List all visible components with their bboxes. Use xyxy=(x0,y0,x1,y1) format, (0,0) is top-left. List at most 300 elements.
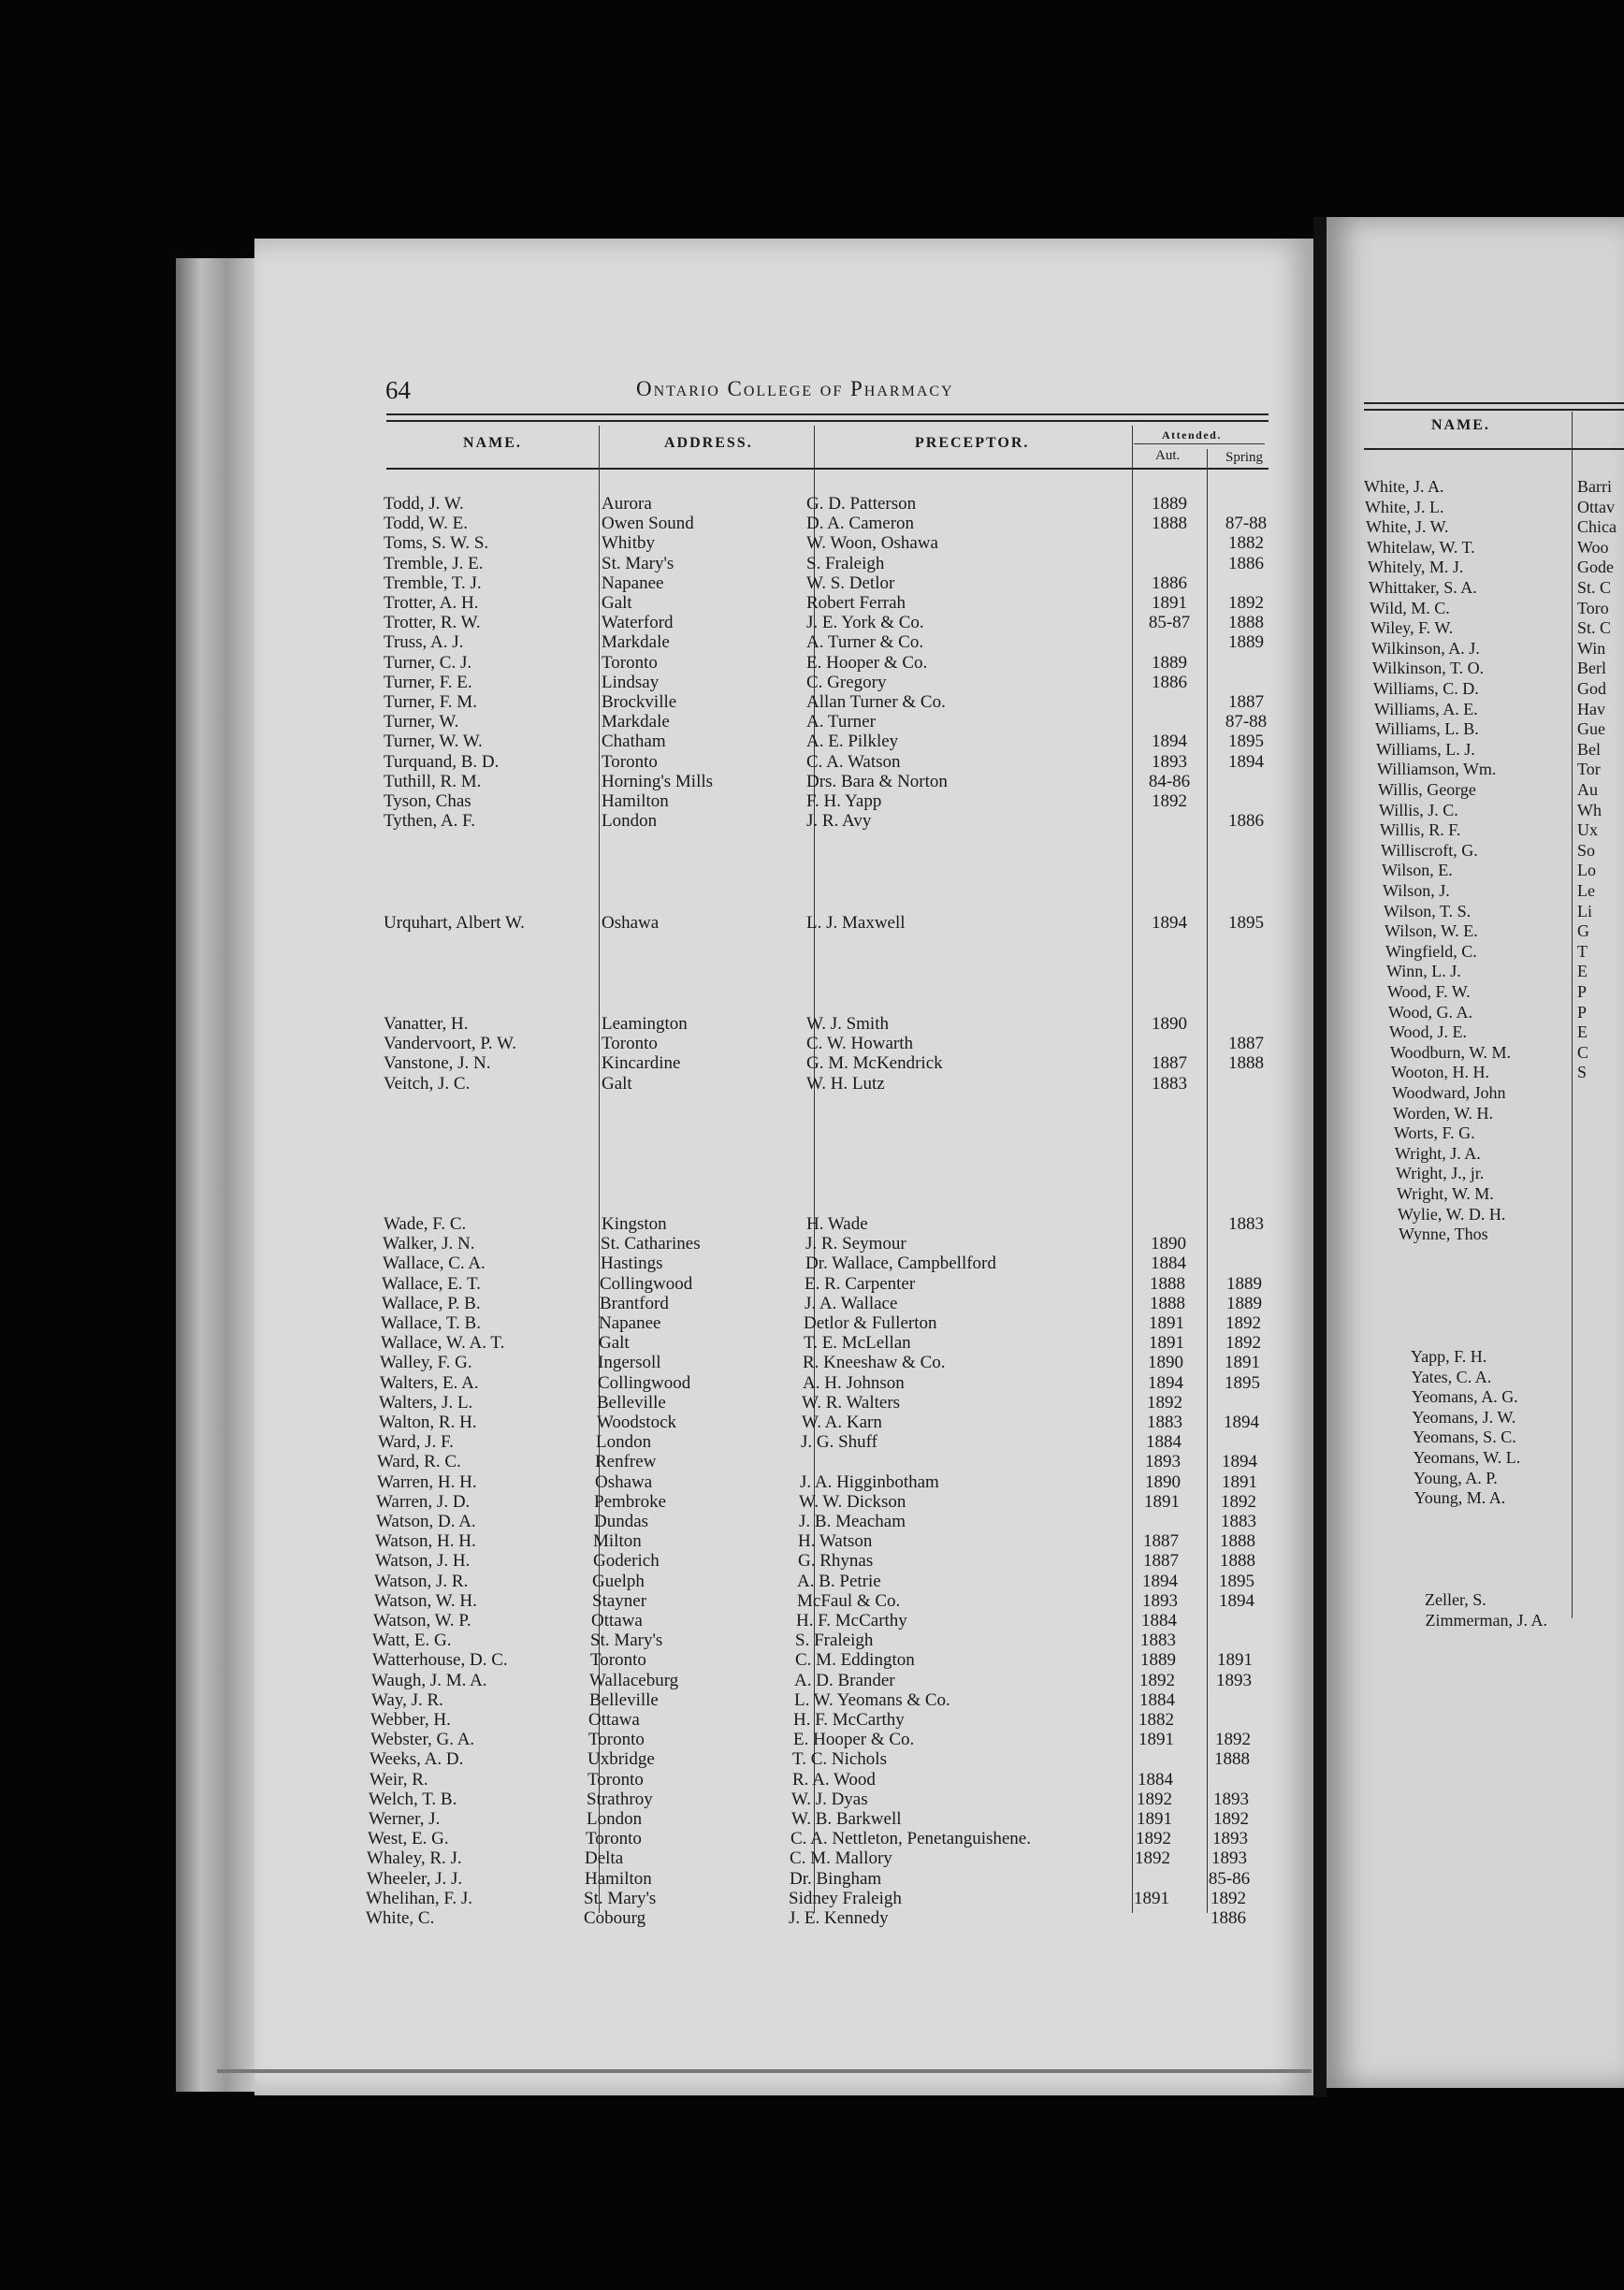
cell-preceptor: L. J. Maxwell xyxy=(806,913,906,933)
cell-aut: 1887 xyxy=(1152,1053,1187,1074)
facing-cell-name: Zimmerman, J. A. xyxy=(1425,1610,1547,1630)
cell-preceptor: W. Woon, Oshawa xyxy=(806,533,938,554)
facing-cell-name: Zeller, S. xyxy=(1425,1590,1486,1609)
cell-spring: 1894 xyxy=(1219,1590,1254,1611)
cell-aut: 1884 xyxy=(1151,1254,1186,1274)
cell-name: Vanstone, J. N. xyxy=(384,1053,491,1074)
cell-address: Dundas xyxy=(594,1512,649,1531)
cell-name: Webber, H. xyxy=(370,1710,451,1730)
cell-address: Leamington xyxy=(602,1014,688,1034)
cell-preceptor: J. R. Seymour xyxy=(805,1234,906,1254)
facing-cell-address: Gode xyxy=(1577,558,1614,577)
cell-address: London xyxy=(602,811,658,832)
cell-preceptor: E. Hooper & Co. xyxy=(793,1730,915,1750)
cell-address: St. Mary's xyxy=(602,553,674,573)
facing-cell-name: White, J. A. xyxy=(1364,477,1444,496)
facing-cell-name: Woodward, John xyxy=(1392,1083,1506,1102)
cell-name: Vanatter, H. xyxy=(384,1014,469,1034)
cell-name: Wallace, C. A. xyxy=(383,1254,486,1274)
cell-preceptor: S. Fraleigh xyxy=(795,1631,874,1651)
cell-aut: 1891 xyxy=(1137,1809,1172,1829)
cell-address: Chatham xyxy=(602,732,666,752)
cell-spring: 1891 xyxy=(1225,1353,1260,1373)
cell-spring: 87-88 xyxy=(1225,712,1268,732)
cell-spring: 1888 xyxy=(1214,1749,1250,1770)
cell-address: Toronto xyxy=(587,1769,644,1790)
cell-aut: 1890 xyxy=(1152,1014,1187,1034)
cell-address: Delta xyxy=(585,1848,624,1869)
cell-address: St. Mary's xyxy=(584,1888,657,1908)
cell-name: Todd, J. W. xyxy=(384,494,464,514)
cell-aut: 1893 xyxy=(1145,1452,1181,1472)
facing-cell-address: Tor xyxy=(1577,760,1601,779)
cell-name: Tythen, A. F. xyxy=(384,811,475,832)
cell-name: Trotter, R. W. xyxy=(384,613,481,633)
cell-aut: 1886 xyxy=(1152,572,1187,593)
facing-column-header-name: NAME. xyxy=(1431,417,1490,433)
cell-aut: 1891 xyxy=(1144,1491,1180,1512)
cell-spring: 1889 xyxy=(1226,1293,1262,1313)
cell-name: Way, J. R. xyxy=(371,1689,443,1710)
cell-address: Aurora xyxy=(602,494,652,514)
cell-name: Watson, W. P. xyxy=(373,1611,471,1631)
facing-cell-name: Winn, L. J. xyxy=(1386,962,1461,981)
column-divider-aut-spring xyxy=(1207,449,1208,1913)
cell-preceptor: A. E. Pilkley xyxy=(806,732,899,752)
cell-name: Toms, S. W. S. xyxy=(384,533,489,554)
cell-address: Pembroke xyxy=(594,1491,667,1512)
cell-address: Woodstock xyxy=(597,1413,677,1432)
facing-cell-address: St. C xyxy=(1577,618,1612,638)
facing-cell-address: Gue xyxy=(1577,719,1605,739)
cell-aut: 1884 xyxy=(1146,1432,1182,1453)
cell-address: Kingston xyxy=(602,1214,667,1234)
facing-cell-name: Williscroft, G. xyxy=(1381,840,1478,860)
cell-aut: 1887 xyxy=(1143,1551,1179,1572)
cell-preceptor: W. J. Smith xyxy=(806,1014,889,1034)
facing-cell-name: Whitely, M. J. xyxy=(1368,558,1464,577)
cell-aut: 85-87 xyxy=(1148,613,1191,633)
facing-cell-address: Chica xyxy=(1577,517,1617,537)
cell-aut: 84-86 xyxy=(1148,771,1191,791)
cell-name: Walley, F. G. xyxy=(380,1353,472,1373)
page-number: 64 xyxy=(385,376,411,404)
cell-name: Watson, D. A. xyxy=(376,1512,476,1531)
cell-name: Tuthill, R. M. xyxy=(384,771,482,791)
facing-cell-name: Wiley, F. W. xyxy=(1370,618,1454,638)
facing-cell-name: Wood, F. W. xyxy=(1387,982,1471,1001)
cell-name: Werner, J. xyxy=(369,1809,441,1829)
cell-spring: 1892 xyxy=(1221,1491,1256,1512)
cell-spring: 85-86 xyxy=(1208,1868,1251,1889)
cell-spring: 1895 xyxy=(1225,1372,1260,1393)
facing-cell-address: Li xyxy=(1577,901,1592,920)
cell-aut: 1882 xyxy=(1138,1710,1174,1730)
cell-preceptor: G. D. Patterson xyxy=(806,494,917,514)
facing-cell-address: Lo xyxy=(1577,861,1596,880)
facing-cell-address: Ux xyxy=(1577,820,1598,840)
header-rule xyxy=(386,413,1269,415)
facing-cell-address: C xyxy=(1577,1042,1589,1062)
book-gutter xyxy=(1313,217,1327,2097)
cell-aut: 1894 xyxy=(1152,732,1187,752)
cell-name: Wallace, P. B. xyxy=(382,1293,481,1313)
cell-aut: 1884 xyxy=(1141,1611,1177,1631)
cell-spring: 1887 xyxy=(1228,1034,1264,1054)
cell-name: Wallace, W. A. T. xyxy=(381,1333,505,1354)
cell-preceptor: W. S. Detlor xyxy=(806,572,895,593)
cell-aut: 1891 xyxy=(1138,1730,1174,1750)
column-header-name: NAME. xyxy=(463,435,522,451)
cell-address: Wallaceburg xyxy=(589,1670,679,1690)
cell-aut: 1888 xyxy=(1150,1293,1185,1313)
cell-name: Walker, J. N. xyxy=(383,1234,475,1254)
facing-cell-name: Yeomans, A. G. xyxy=(1412,1387,1518,1407)
facing-cell-address: Wh xyxy=(1577,800,1602,819)
cell-address: Galt xyxy=(599,1333,630,1354)
cell-preceptor: C. Gregory xyxy=(806,672,887,692)
cell-spring: 1892 xyxy=(1228,593,1264,613)
book-page-edges xyxy=(176,258,260,2092)
cell-name: Turner, W. xyxy=(384,712,459,732)
facing-cell-name: Yeomans, W. L. xyxy=(1413,1448,1521,1467)
cell-address: Waterford xyxy=(602,613,674,633)
facing-cell-name: Willis, R. F. xyxy=(1380,820,1461,840)
cell-spring: 1895 xyxy=(1228,913,1264,933)
facing-cell-address: G xyxy=(1577,921,1589,941)
cell-aut: 1883 xyxy=(1140,1631,1176,1651)
facing-cell-name: Wood, J. E. xyxy=(1389,1022,1468,1042)
facing-cell-address: Toro xyxy=(1577,598,1609,617)
header-rule-double xyxy=(386,420,1269,422)
facing-cell-name: Willis, George xyxy=(1378,780,1476,799)
cell-address: Milton xyxy=(593,1531,642,1552)
cell-preceptor: R. Kneeshaw & Co. xyxy=(803,1353,946,1373)
cell-aut: 1887 xyxy=(1143,1531,1179,1552)
cell-address: Goderich xyxy=(593,1551,660,1572)
cell-address: Ottawa xyxy=(591,1611,643,1631)
cell-aut: 1886 xyxy=(1152,672,1187,692)
facing-cell-name: Williams, L. B. xyxy=(1375,719,1479,739)
cell-address: St. Mary's xyxy=(590,1631,663,1651)
cell-aut: 1892 xyxy=(1152,791,1187,811)
cell-spring: 1883 xyxy=(1221,1512,1256,1531)
cell-preceptor: L. W. Yeomans & Co. xyxy=(794,1689,950,1710)
cell-aut: 1891 xyxy=(1134,1888,1169,1908)
cell-address: Renfrew xyxy=(595,1452,657,1472)
cell-address: Oshawa xyxy=(602,913,660,933)
cell-name: Walton, R. H. xyxy=(379,1413,477,1432)
cell-name: Turner, C. J. xyxy=(384,652,472,673)
facing-cell-name: Worts, F. G. xyxy=(1394,1123,1475,1143)
cell-preceptor: S. Fraleigh xyxy=(806,553,885,573)
facing-cell-address: S xyxy=(1577,1063,1588,1082)
cell-name: Tremble, T. J. xyxy=(384,572,482,593)
cell-aut: 1894 xyxy=(1142,1571,1178,1591)
cell-preceptor: C. M. Mallory xyxy=(790,1848,892,1869)
facing-cell-address: St. C xyxy=(1577,578,1612,597)
cell-preceptor: Dr. Bingham xyxy=(790,1868,882,1889)
cell-spring: 1889 xyxy=(1228,632,1264,653)
cell-name: Webster, G. A. xyxy=(370,1730,475,1750)
facing-cell-name: Whitelaw, W. T. xyxy=(1367,537,1475,557)
cell-address: Toronto xyxy=(602,652,658,673)
cell-preceptor: Dr. Wallace, Campbellford xyxy=(805,1254,996,1274)
cell-address: Whitby xyxy=(602,533,655,554)
cell-preceptor: G. M. McKendrick xyxy=(806,1053,943,1074)
cell-address: Ottawa xyxy=(588,1710,640,1730)
facing-cell-name: Wilson, T. S. xyxy=(1384,901,1472,920)
cell-aut: 1891 xyxy=(1149,1333,1184,1354)
cell-preceptor: J. R. Avy xyxy=(806,811,872,832)
cell-preceptor: W. A. Karn xyxy=(802,1413,882,1432)
cell-preceptor: A. H. Johnson xyxy=(803,1372,905,1393)
cell-spring: 1886 xyxy=(1228,811,1264,832)
cell-address: Oshawa xyxy=(595,1471,653,1492)
cell-preceptor: Drs. Bara & Norton xyxy=(806,771,948,791)
cell-name: Warren, J. D. xyxy=(376,1491,471,1512)
facing-cell-name: Wild, M. C. xyxy=(1370,598,1450,617)
attended-rule xyxy=(1134,443,1265,444)
facing-cell-name: White, J. L. xyxy=(1365,497,1444,516)
cell-address: Galt xyxy=(602,593,632,613)
cell-aut: 1889 xyxy=(1152,652,1187,673)
cell-address: Napanee xyxy=(602,572,664,593)
cell-name: Watterhouse, D. C. xyxy=(372,1650,508,1671)
cell-preceptor: Detlor & Fullerton xyxy=(804,1313,937,1333)
cell-name: Tyson, Chas xyxy=(384,791,471,811)
cell-aut: 1892 xyxy=(1137,1789,1172,1809)
cell-address: Lindsay xyxy=(602,672,660,692)
cell-name: Watt, E. G. xyxy=(372,1631,452,1651)
facing-column-header-rule xyxy=(1364,448,1624,450)
cell-address: Collingwood xyxy=(598,1372,691,1393)
facing-cell-name: Wright, J., jr. xyxy=(1396,1164,1485,1183)
cell-preceptor: H. F. McCarthy xyxy=(793,1710,905,1730)
cell-spring: 1895 xyxy=(1228,732,1264,752)
cell-address: Napanee xyxy=(599,1313,661,1333)
cell-spring: 1887 xyxy=(1228,692,1264,712)
facing-cell-name: Yates, C. A. xyxy=(1411,1367,1492,1386)
cell-address: Guelph xyxy=(592,1571,645,1591)
cell-spring: 1894 xyxy=(1228,751,1264,772)
running-head: Ontario College of Pharmacy xyxy=(636,377,954,400)
facing-cell-address: Woo xyxy=(1577,537,1609,557)
cell-spring: 1892 xyxy=(1211,1888,1246,1908)
cell-address: Toronto xyxy=(588,1730,645,1750)
cell-aut: 1891 xyxy=(1149,1313,1184,1333)
cell-spring: 1892 xyxy=(1225,1313,1261,1333)
cell-aut: 1893 xyxy=(1152,751,1187,772)
cell-address: Owen Sound xyxy=(602,514,694,534)
cell-spring: 1886 xyxy=(1211,1908,1246,1928)
cell-preceptor: T. C. Nichols xyxy=(792,1749,887,1770)
cell-name: Urquhart, Albert W. xyxy=(384,913,525,933)
cell-preceptor: McFaul & Co. xyxy=(797,1590,901,1611)
facing-cell-address: P xyxy=(1577,982,1588,1001)
cell-aut: 1890 xyxy=(1151,1234,1186,1254)
facing-cell-name: Williamson, Wm. xyxy=(1377,760,1497,779)
facing-cell-address: Le xyxy=(1577,881,1595,900)
facing-cell-name: Wright, J. A. xyxy=(1395,1143,1481,1163)
facing-cell-address: T xyxy=(1577,941,1588,961)
cell-spring: 1886 xyxy=(1228,553,1264,573)
cell-name: Watson, J. H. xyxy=(375,1551,471,1572)
cell-spring: 1882 xyxy=(1228,533,1264,554)
facing-cell-name: Yeomans, J. W. xyxy=(1412,1407,1516,1427)
cell-spring: 1888 xyxy=(1220,1531,1255,1552)
cell-preceptor: W. B. Barkwell xyxy=(791,1809,902,1829)
cell-preceptor: R. A. Wood xyxy=(792,1769,876,1790)
cell-name: Walters, J. L. xyxy=(379,1392,473,1413)
facing-cell-name: Wright, W. M. xyxy=(1397,1184,1494,1203)
cell-name: Waugh, J. M. A. xyxy=(371,1670,487,1690)
cell-aut: 1892 xyxy=(1136,1829,1171,1849)
cell-preceptor: D. A. Cameron xyxy=(806,514,915,534)
cell-preceptor: A. B. Petrie xyxy=(797,1571,881,1591)
cell-aut: 1883 xyxy=(1147,1413,1182,1432)
cell-address: Brockville xyxy=(602,692,677,712)
cell-spring: 1893 xyxy=(1212,1829,1248,1849)
column-header-attended: Attended. xyxy=(1162,428,1222,442)
facing-cell-name: Wilkinson, A. J. xyxy=(1371,638,1480,658)
facing-cell-name: Williams, L. J. xyxy=(1376,739,1475,759)
cell-aut: 1891 xyxy=(1152,593,1187,613)
cell-address: Toronto xyxy=(586,1829,642,1849)
facing-cell-name: Worden, W. H. xyxy=(1393,1103,1494,1123)
cell-address: Hastings xyxy=(601,1254,663,1274)
cell-name: Warren, H. H. xyxy=(377,1471,477,1492)
cell-address: Toronto xyxy=(602,751,658,772)
cell-name: Turner, F. M. xyxy=(384,692,477,712)
cell-address: Belleville xyxy=(597,1392,666,1413)
cell-preceptor: F. H. Yapp xyxy=(806,791,882,811)
facing-cell-address: Bel xyxy=(1577,739,1601,759)
cell-aut: 1892 xyxy=(1147,1392,1182,1413)
facing-cell-address: Barri xyxy=(1577,477,1612,496)
cell-name: Wallace, T. B. xyxy=(381,1313,481,1333)
cell-spring: 1893 xyxy=(1213,1789,1249,1809)
facing-cell-name: Yeomans, S. C. xyxy=(1413,1428,1516,1447)
cell-name: Turquand, B. D. xyxy=(384,751,500,772)
facing-cell-name: Young, A. P. xyxy=(1414,1468,1498,1487)
cell-address: Collingwood xyxy=(600,1273,693,1294)
cell-aut: 1894 xyxy=(1152,913,1187,933)
cell-spring: 1892 xyxy=(1215,1730,1251,1750)
cell-name: Vandervoort, P. W. xyxy=(384,1034,516,1054)
cell-spring: 1892 xyxy=(1213,1809,1249,1829)
cell-preceptor: C. M. Eddington xyxy=(795,1650,915,1671)
cell-preceptor: J. E. York & Co. xyxy=(806,613,924,633)
facing-cell-name: Young, M. A. xyxy=(1414,1488,1506,1508)
cell-address: Markdale xyxy=(602,632,670,653)
cell-address: Brantford xyxy=(600,1293,669,1313)
facing-cell-address: Ottav xyxy=(1577,497,1615,516)
cell-name: Whelihan, F. J. xyxy=(366,1888,473,1908)
cell-preceptor: H. Watson xyxy=(798,1531,873,1552)
cell-name: Ward, J. F. xyxy=(378,1432,454,1453)
cell-name: Weir, R. xyxy=(370,1769,428,1790)
cell-preceptor: W. J. Dyas xyxy=(791,1789,868,1809)
cell-spring: 1888 xyxy=(1228,613,1264,633)
facing-cell-address: E xyxy=(1577,1022,1588,1042)
cell-name: Weeks, A. D. xyxy=(370,1749,464,1770)
cell-address: Hamilton xyxy=(602,791,669,811)
cell-address: Galt xyxy=(602,1073,632,1094)
cell-name: West, E. G. xyxy=(368,1829,449,1849)
cell-aut: 1890 xyxy=(1145,1471,1181,1492)
cell-address: Markdale xyxy=(602,712,670,732)
facing-cell-name: Wylie, W. D. H. xyxy=(1398,1204,1506,1224)
cell-preceptor: Sidney Fraleigh xyxy=(789,1888,902,1908)
cell-address: Uxbridge xyxy=(587,1749,655,1770)
cell-aut: 1893 xyxy=(1142,1590,1178,1611)
facing-cell-address: Win xyxy=(1577,638,1606,658)
page-bottom-edge xyxy=(217,2069,1312,2073)
facing-cell-name: Wingfield, C. xyxy=(1385,941,1477,961)
cell-aut: 1884 xyxy=(1139,1689,1175,1710)
cell-address: Strathroy xyxy=(587,1789,653,1809)
cell-preceptor: Allan Turner & Co. xyxy=(806,692,946,712)
cell-address: London xyxy=(587,1809,643,1829)
cell-preceptor: H. F. McCarthy xyxy=(796,1611,907,1631)
cell-name: Tremble, J. E. xyxy=(384,553,484,573)
cell-aut: 1883 xyxy=(1152,1073,1187,1094)
cell-preceptor: J. A. Higginbotham xyxy=(800,1471,939,1492)
facing-cell-address: Hav xyxy=(1577,699,1605,718)
cell-preceptor: E. R. Carpenter xyxy=(805,1273,916,1294)
cell-preceptor: G. Rhynas xyxy=(798,1551,874,1572)
cell-preceptor: J. G. Shuff xyxy=(801,1432,877,1453)
cell-address: St. Catharines xyxy=(601,1234,701,1254)
cell-address: Kincardine xyxy=(602,1053,681,1074)
cell-spring: 1888 xyxy=(1220,1551,1255,1572)
cell-address: Hamilton xyxy=(585,1868,652,1889)
facing-cell-name: Williams, A. E. xyxy=(1374,699,1478,718)
cell-preceptor: W. H. Lutz xyxy=(806,1073,885,1094)
cell-spring: 1893 xyxy=(1211,1848,1247,1869)
cell-address: Horning's Mills xyxy=(602,771,714,791)
cell-address: Cobourg xyxy=(584,1908,646,1928)
cell-preceptor: H. Wade xyxy=(806,1214,868,1234)
cell-name: Watson, H. H. xyxy=(375,1531,476,1552)
facing-cell-name: Wynne, Thos xyxy=(1399,1225,1488,1244)
facing-cell-name: Wooton, H. H. xyxy=(1391,1063,1490,1082)
facing-cell-address: Au xyxy=(1577,780,1598,799)
facing-cell-name: Wilkinson, T. O. xyxy=(1372,659,1485,678)
cell-address: Toronto xyxy=(590,1650,646,1671)
cell-aut: 1888 xyxy=(1152,514,1187,534)
column-header-rule xyxy=(386,468,1269,470)
cell-name: Veitch, J. C. xyxy=(384,1073,471,1094)
cell-spring: 1893 xyxy=(1216,1670,1252,1690)
cell-preceptor: C. A. Watson xyxy=(806,751,901,772)
cell-spring: 1892 xyxy=(1225,1333,1261,1354)
cell-aut: 1889 xyxy=(1140,1650,1176,1671)
cell-preceptor: T. E. McLellan xyxy=(804,1333,911,1354)
column-header-address: ADDRESS. xyxy=(664,435,753,451)
cell-spring: 1889 xyxy=(1226,1273,1262,1294)
cell-name: Watson, W. H. xyxy=(374,1590,477,1611)
cell-name: White, C. xyxy=(366,1908,435,1928)
cell-name: Welch, T. B. xyxy=(369,1789,457,1809)
cell-name: Watson, J. R. xyxy=(374,1571,469,1591)
cell-preceptor: A. Turner & Co. xyxy=(806,632,924,653)
cell-spring: 1888 xyxy=(1228,1053,1264,1074)
cell-preceptor: A. D. Brander xyxy=(794,1670,895,1690)
cell-name: Whaley, R. J. xyxy=(367,1848,462,1869)
facing-cell-name: Willis, J. C. xyxy=(1379,800,1458,819)
